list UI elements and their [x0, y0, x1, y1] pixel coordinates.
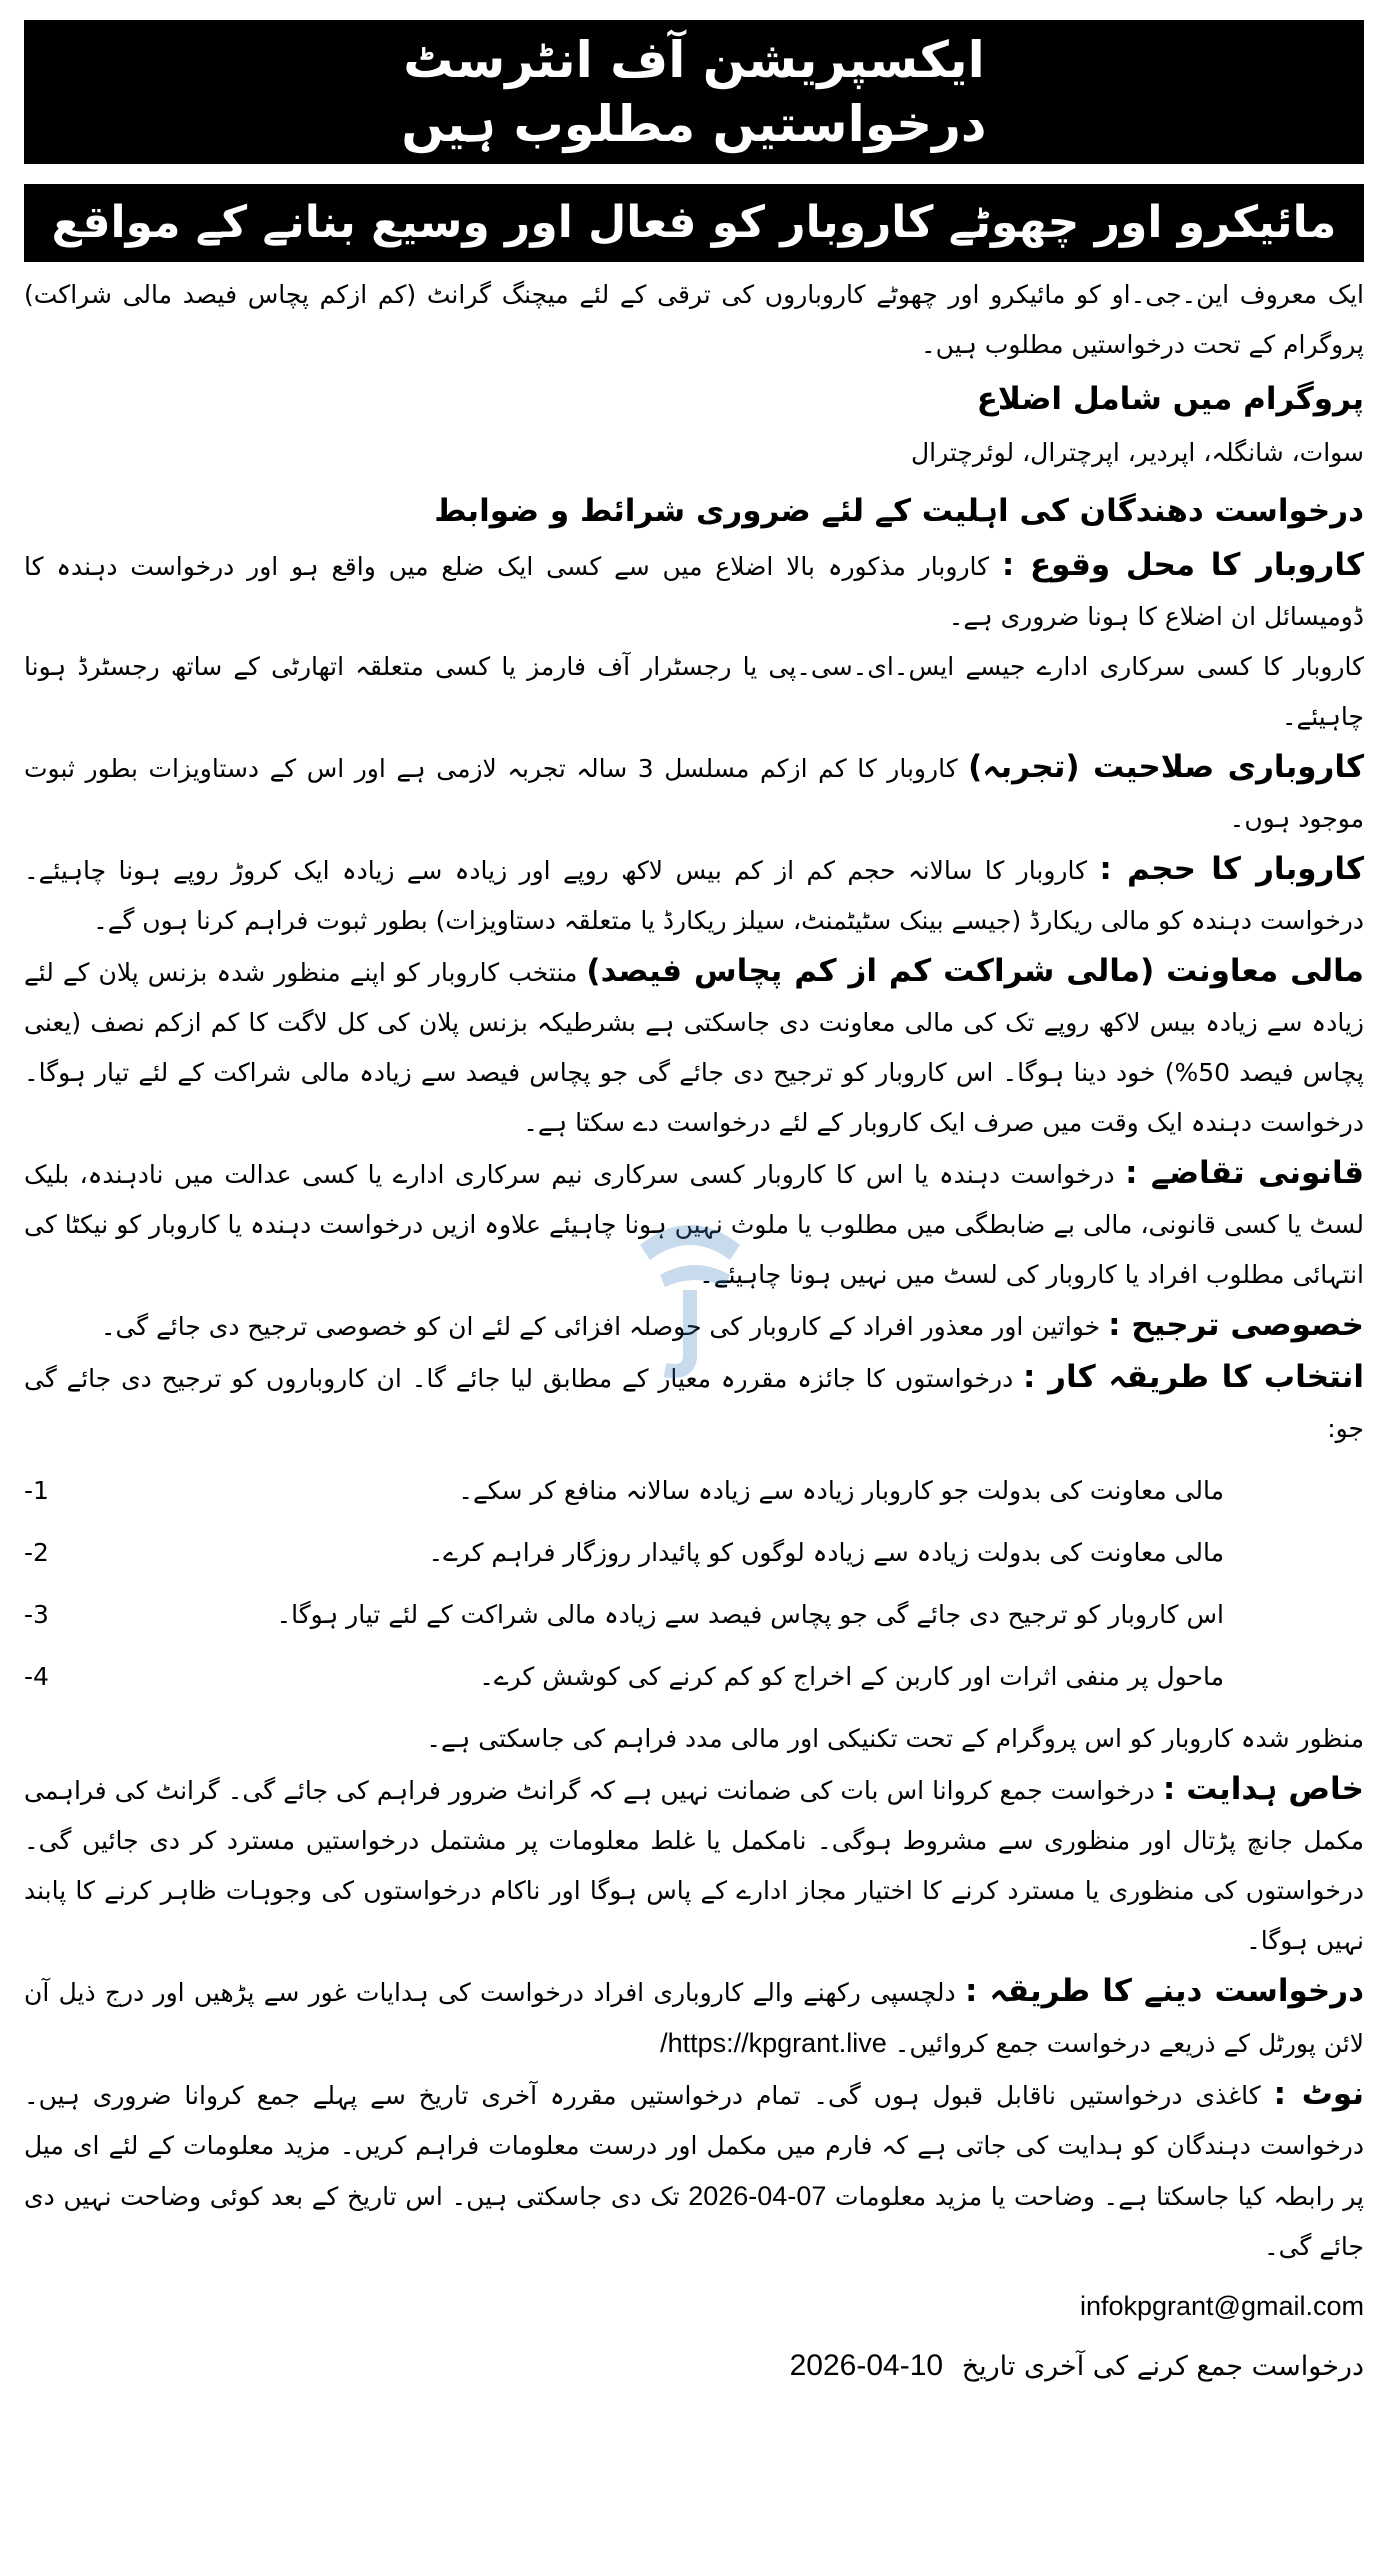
districts-list: سوات، شانگلہ، اپردیر، اپرچترال، لوئرچترال	[910, 438, 1364, 467]
deadline-line	[24, 2338, 1364, 2395]
how-to-apply-text: دلچسپی رکھنے والے کاروباری افراد درخواست کی ہدایات غور سے پڑھیں اور درج ذیل آن لائن پورٹل کے ذریعے درخواست جمع کروائیں۔	[24, 1978, 1364, 2058]
financial-label: مالی معاونت (مالی شراکت کم از کم پچاس فیصد)	[586, 953, 1364, 989]
criteria-number: -1	[24, 1476, 49, 1505]
experience-paragraph	[24, 742, 1364, 844]
location-text: کاروبار مذکورہ بالا اضلاع میں سے کسی ایک ضلع میں واقع ہو اور درخواست دہندہ کا ڈومیسائل ان اضلاع کا ہونا ضروری ہے۔	[24, 552, 1364, 631]
deadline-date: 10-04-2026	[789, 2349, 944, 2382]
registration-paragraph: کاروبار کا کسی سرکاری ادارے جیسے ایس۔ای۔سی۔پی یا رجسٹرار آف فارمز یا کسی متعلقہ اتھارٹی کے ساتھ رجسٹرڈ ہونا چاہیئے۔	[24, 652, 1364, 731]
size-paragraph	[24, 844, 1364, 946]
header-banner	[24, 20, 1364, 164]
how-to-apply-paragraph	[24, 1966, 1364, 2069]
note-text: کاغذی درخواستیں ناقابل قبول ہوں گی۔ تمام درخواستیں مقررہ آخری تاریخ سے پہلے جمع کروانا ضروری ہیں۔ درخواست دہندگان کو ہدایت کی جاتی ہے کہ فارم میں مکمل اور درست معلومات فراہم کریں۔ مزید معلومات کے لئے ای میل پر رابطہ کیا جاسکتا ہے۔ وضاحت یا مزید معلومات	[24, 2081, 1365, 2211]
size-label: کاروبار کا حجم :	[1099, 851, 1364, 887]
list-item	[24, 1584, 1364, 1646]
selection-label: انتخاب کا طریقہ کار :	[1023, 1359, 1364, 1395]
financial-paragraph	[24, 946, 1364, 1148]
experience-text: کاروبار کا کم ازکم مسلسل 3 سالہ تجربہ لازمی ہے اور اس کے دستاویزات بطور ثبوت موجود ہوں۔	[24, 754, 1364, 833]
watermark-logo-icon	[620, 1205, 760, 1385]
eligibility-heading: درخواست دھندگان کی اہلیت کے لئے ضروری شرائط و ضوابط	[434, 493, 1364, 529]
list-item	[24, 1460, 1364, 1522]
header-title: ایکسپریشن آف انٹرسٹ	[403, 31, 985, 89]
criteria-text: مالی معاونت کی بدولت زیادہ سے زیادہ لوگوں کو پائیدار روزگار فراہم کرے۔	[428, 1538, 1224, 1567]
selection-criteria-list	[24, 1460, 1364, 1708]
size-text: کاروبار کا سالانہ حجم کم از کم بیس لاکھ روپے اور زیادہ سے زیادہ ایک کروڑ روپے ہونا چاہیئے۔ درخواست دہندہ کو مالی ریکارڈ (جیسے بینک سٹیٹمنٹ، سیلز ریکارڈ یا متعلقہ دستاویزات) بطور ثبوت فراہم کرنا ہوں گے۔	[24, 856, 1364, 935]
selection-text: درخواستوں کا جائزہ مقررہ معیار کے مطابق لیا جائے گا۔ ان کاروباروں کو ترجیح دی جائے گی جو:	[24, 1364, 1364, 1443]
location-label: کاروبار کا محل وقوع :	[1001, 547, 1364, 583]
portal-link[interactable]: https://kpgrant.live/	[660, 2028, 887, 2058]
experience-label: کاروباری صلاحیت (تجربہ)	[968, 749, 1364, 785]
instructions-label: خاص ہدایت :	[1162, 1771, 1365, 1807]
intro-paragraph: ایک معروف این۔جی۔او کو مائیکرو اور چھوٹے کاروباروں کی ترقی کے لئے میچنگ گرانٹ (کم ازکم پچاس فیصد مالی شراکت) پروگرام کے تحت درخواستیں مطلوب ہیں۔	[24, 280, 1364, 359]
legal-label: قانونی تقاضے :	[1125, 1155, 1364, 1191]
note-paragraph	[24, 2069, 1364, 2272]
clarification-date: 07-04-2026	[688, 2181, 827, 2211]
list-item	[24, 1646, 1364, 1708]
criteria-text: اس کاروبار کو ترجیح دی جائے گی جو پچاس فیصد سے زیادہ مالی شراکت کے لئے تیار ہوگا۔	[276, 1600, 1224, 1629]
districts-heading: پروگرام میں شامل اضلاع	[976, 381, 1364, 417]
how-to-apply-label: درخواست دینے کا طریقہ :	[964, 1973, 1364, 2009]
preference-label: خصوصی ترجیح :	[1108, 1307, 1364, 1343]
instructions-paragraph	[24, 1764, 1364, 1966]
program-title: مائیکرو اور چھوٹے کاروبار کو فعال اور وسیع بنانے کے مواقع	[24, 184, 1364, 262]
criteria-number: -4	[24, 1662, 49, 1691]
criteria-number: -3	[24, 1600, 49, 1629]
selection-after-text: منظور شدہ کاروبار کو اس پروگرام کے تحت تکنیکی اور مالی مدد فراہم کی جاسکتی ہے۔	[426, 1724, 1364, 1753]
list-item	[24, 1522, 1364, 1584]
criteria-text: ماحول پر منفی اثرات اور کاربن کے اخراج کو کم کرنے کی کوشش کرے۔	[479, 1662, 1224, 1691]
financial-text: منتخب کاروبار کو اپنے منظور شدہ بزنس پلان کے لئے زیادہ سے زیادہ بیس لاکھ روپے تک کی مالی معاونت دی جاسکتی ہے بشرطیکہ بزنس پلان کی کل لاگت کا کم ازکم نصف (یعنی پچاس فیصد 50%) خود دینا ہوگا۔ اس کاروبار کو ترجیح دی جائے گی جو پچاس فیصد سے زیادہ مالی شراکت کے لئے تیار ہوگا۔ درخواست دہندہ ایک وقت میں صرف ایک کاروبار کے لئے درخواست دے سکتا ہے۔	[24, 958, 1365, 1137]
header-subtitle: درخواستیں مطلوب ہیں	[401, 95, 987, 153]
preference-text: خواتین اور معذور افراد کے کاروبار کی حوصلہ افزائی کے لئے ان کو خصوصی ترجیح دی جائے گی۔	[100, 1312, 1101, 1341]
location-paragraph	[24, 540, 1364, 642]
deadline-label: درخواست جمع کرنے کی آخری تاریخ	[961, 2351, 1364, 2382]
note-text-end: تک دی جاسکتی ہیں۔ اس تاریخ کے بعد کوئی وضاحت نہیں دی جائے گی۔	[24, 2182, 1364, 2261]
legal-text: درخواست دہندہ یا اس کا کاروبار کسی سرکاری نیم سرکاری ادارے یا کسی عدالت میں نادہندہ، بلیک لسٹ یا کسی قانونی، مالی بے ضابطگی میں مطلوب یا ملوث نہیں ہونا چاہیئے علاوہ ازیں درخواست دہندہ یا کاروبار کو نیکٹا کی انتہائی مطلوب افراد یا کاروبار کی لسٹ میں نہیں ہونا چاہیئے۔	[24, 1160, 1364, 1289]
criteria-number: -2	[24, 1538, 49, 1567]
contact-email[interactable]: infokpgrant@gmail.com	[1079, 2291, 1364, 2321]
criteria-text: مالی معاونت کی بدولت جو کاروبار زیادہ سے زیادہ سالانہ منافع کر سکے۔	[458, 1476, 1224, 1505]
note-label: نوٹ :	[1273, 2076, 1365, 2112]
instructions-text: درخواست جمع کروانا اس بات کی ضمانت نہیں ہے کہ گرانٹ ضرور فراہم کی جائے گی۔ گرانٹ کی فراہمی مکمل جانچ پڑتال اور منظوری سے مشروط ہوگی۔ نامکمل یا غلط معلومات پر مشتمل درخواستیں مسترد کر دی جائیں گی۔ درخواستوں کی منظوری یا مسترد کرنے کا اختیار مجاز ادارے کے پاس ہوگا اور ناکام درخواستوں کی وجوہات ظاہر کرنے کا پابند نہیں ہوگا۔	[24, 1776, 1364, 1955]
